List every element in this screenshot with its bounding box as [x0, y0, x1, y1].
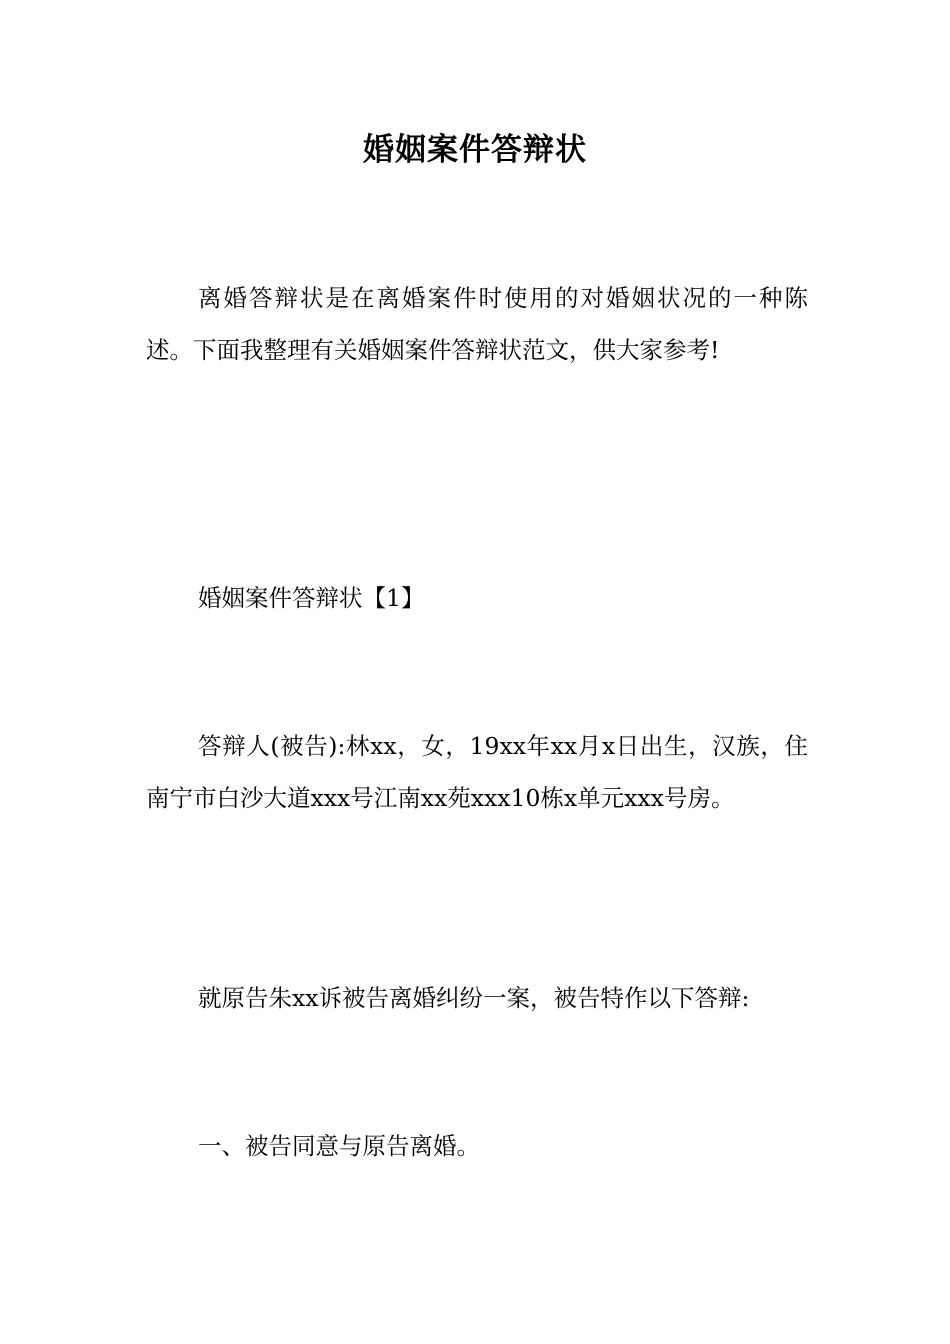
respondent-paragraph: 答辩人(被告):林xx，女，19xx年xx月x日出生，汉族，住南宁市白沙大道xxx号江南xx苑xxx10栋x单元xxx号房。 [146, 732, 808, 812]
intro-paragraph: 离婚答辩状是在离婚案件时使用的对婚姻状况的一种陈述。下面我整理有关婚姻案件答辩状范文，供大家参考! [146, 284, 808, 364]
point-one-paragraph: 一、被告同意与原告离婚。 [198, 1132, 480, 1160]
claim-paragraph: 就原告朱xx诉被告离婚纠纷一案，被告特作以下答辩: [198, 984, 750, 1012]
section-heading: 婚姻案件答辩状【1】 [198, 584, 425, 612]
document-title: 婚姻案件答辩状 [363, 132, 587, 168]
